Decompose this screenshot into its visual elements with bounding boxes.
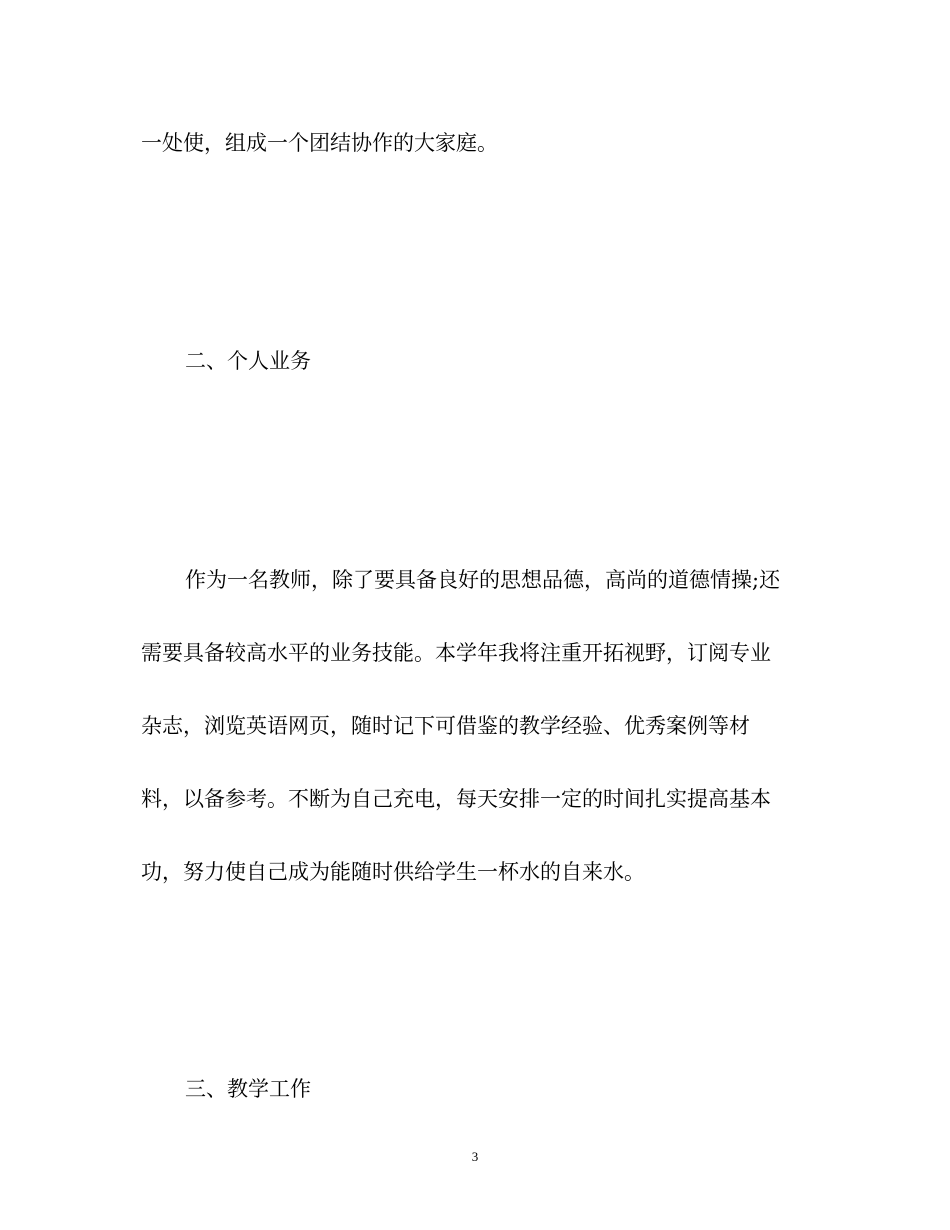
paragraph-line: 杂志，浏览英语网页，随时记下可借鉴的教学经验、优秀案例等材 xyxy=(141,714,750,738)
page-number: 3 xyxy=(471,1149,479,1164)
section-heading-teaching-work: 三、教学工作 xyxy=(185,1077,311,1101)
section-heading-personal-business: 二、个人业务 xyxy=(185,349,311,373)
paragraph-line: 需要具备较高水平的业务技能。本学年我将注重开拓视野，订阅专业 xyxy=(141,641,771,665)
paragraph-continuation-line: 一处使，组成一个团结协作的大家庭。 xyxy=(141,131,498,155)
paragraph-line: 料，以备参考。不断为自己充电，每天安排一定的时间扎实提高基本 xyxy=(141,787,771,811)
paragraph-line: 作为一名教师，除了要具备良好的思想品德，高尚的道德情操;还 xyxy=(185,568,781,592)
paragraph-line: 功，努力使自己成为能随时供给学生一杯水的自来水。 xyxy=(141,860,645,884)
